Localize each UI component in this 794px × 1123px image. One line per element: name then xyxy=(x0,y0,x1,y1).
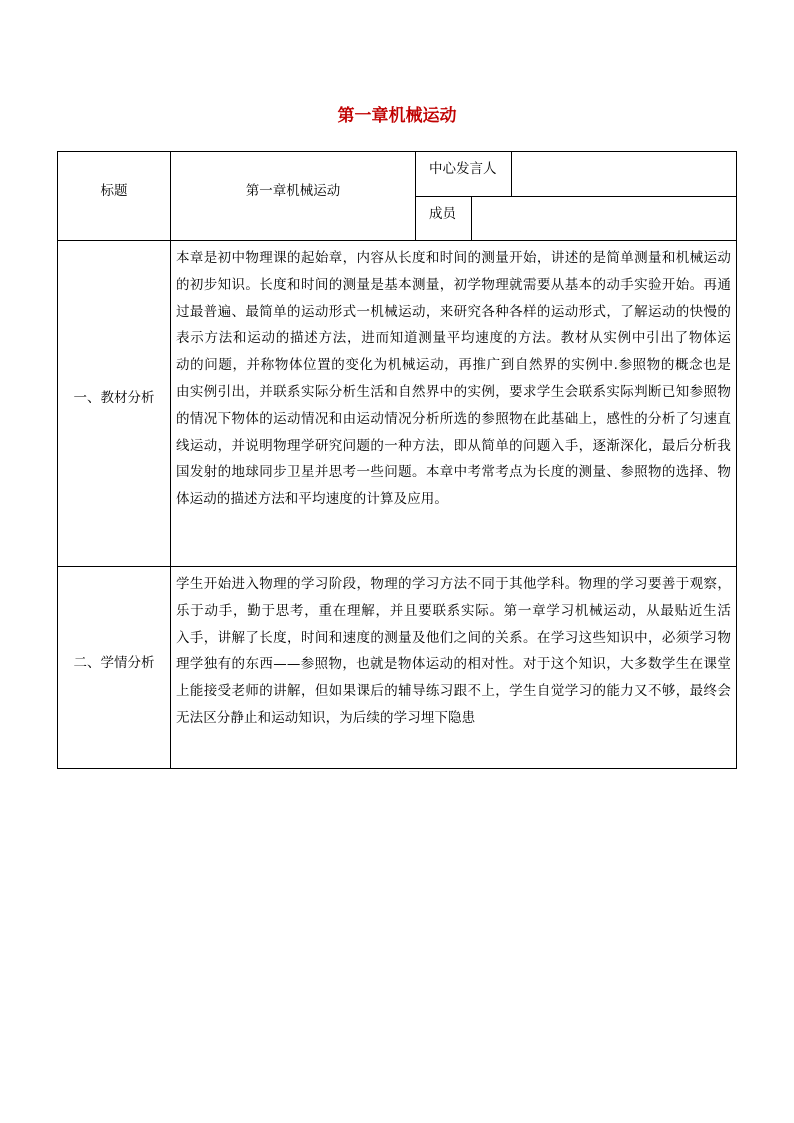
paragraph-line: 体运动的描述方法和平均速度的计算及应用。 xyxy=(176,491,448,508)
paragraph-line: 的情况下物体的运动情况和由运动情况分析所选的参照物在此基础上，感性的分析了匀速直 xyxy=(176,410,731,427)
members-label: 成员 xyxy=(429,206,456,222)
speaker-label: 中心发言人 xyxy=(429,161,497,177)
paragraph-line: 入手，讲解了长度，时间和速度的测量及他们之间的关系。在学习这些知识中，必须学习物 xyxy=(176,629,731,646)
paragraph-line: 过最普遍、最简单的运动形式一机械运动，来研究各种各样的运动形式，了解运动的快慢的 xyxy=(176,303,731,320)
paragraph-line: 的初步知识。长度和时间的测量是基本测量，初学物理就需要从基本的动手实验开始。再通 xyxy=(176,276,731,293)
paragraph-line: 乐于动手，勤于思考，重在理解，并且要联系实际。第一章学习机械运动，从最贴近生活 xyxy=(176,602,731,619)
paragraph-line: 动的问题，并称物体位置的变化为机械运动，再推广到自然界的实例中.参照物的概念也是 xyxy=(176,357,731,374)
paragraph-line: 国发射的地球同步卫星并思考一些问题。本章中考常考点为长度的测量、参照物的选择、物 xyxy=(176,464,731,481)
section-body-textbook xyxy=(176,245,731,513)
table-divider xyxy=(415,196,736,197)
paragraph-line: 由实例引出，并联系实际分析生活和自然界中的实例，要求学生会联系实际判断已知参照物 xyxy=(176,383,731,400)
analysis-table xyxy=(57,151,737,769)
paragraph-line: 表示方法和运动的描述方法，进而知道测量平均速度的方法。教材从实例中引出了物体运 xyxy=(176,330,731,347)
paragraph-line: 学生开始进入物理的学习阶段，物理的学习方法不同于其他学科。物理的学习要善于观察， xyxy=(176,576,731,592)
paragraph-line: 线运动，并说明物理学研究问题的一种方法，即从简单的问题入手，逐渐深化，最后分析我 xyxy=(176,437,731,454)
paragraph-line: 本章是初中物理课的起始章，内容从长度和时间的测量开始，讲述的是简单测量和机械运动 xyxy=(176,250,731,266)
table-divider xyxy=(58,240,736,241)
title-value: 第一章机械运动 xyxy=(245,183,341,199)
table-divider xyxy=(511,152,512,196)
table-divider xyxy=(471,196,472,241)
paragraph-line: 上能接受老师的讲解，但如果课后的辅导练习跟不上，学生自觉学习的能力又不够，最终会 xyxy=(176,683,731,700)
title-label: 标题 xyxy=(100,183,128,199)
section-label-students: 二、学情分析 xyxy=(73,655,155,671)
document-title: 第一章机械运动 xyxy=(337,106,457,126)
table-divider xyxy=(58,566,736,567)
paragraph-line: 理学独有的东西——参照物，也就是物体运动的相对性。对于这个知识，大多数学生在课堂 xyxy=(176,656,731,673)
section-body-students xyxy=(176,571,731,732)
table-divider xyxy=(170,152,171,768)
section-label-textbook: 一、教材分析 xyxy=(73,390,155,406)
paragraph-line: 无法区分静止和运动知识，为后续的学习埋下隐患 xyxy=(176,709,476,726)
